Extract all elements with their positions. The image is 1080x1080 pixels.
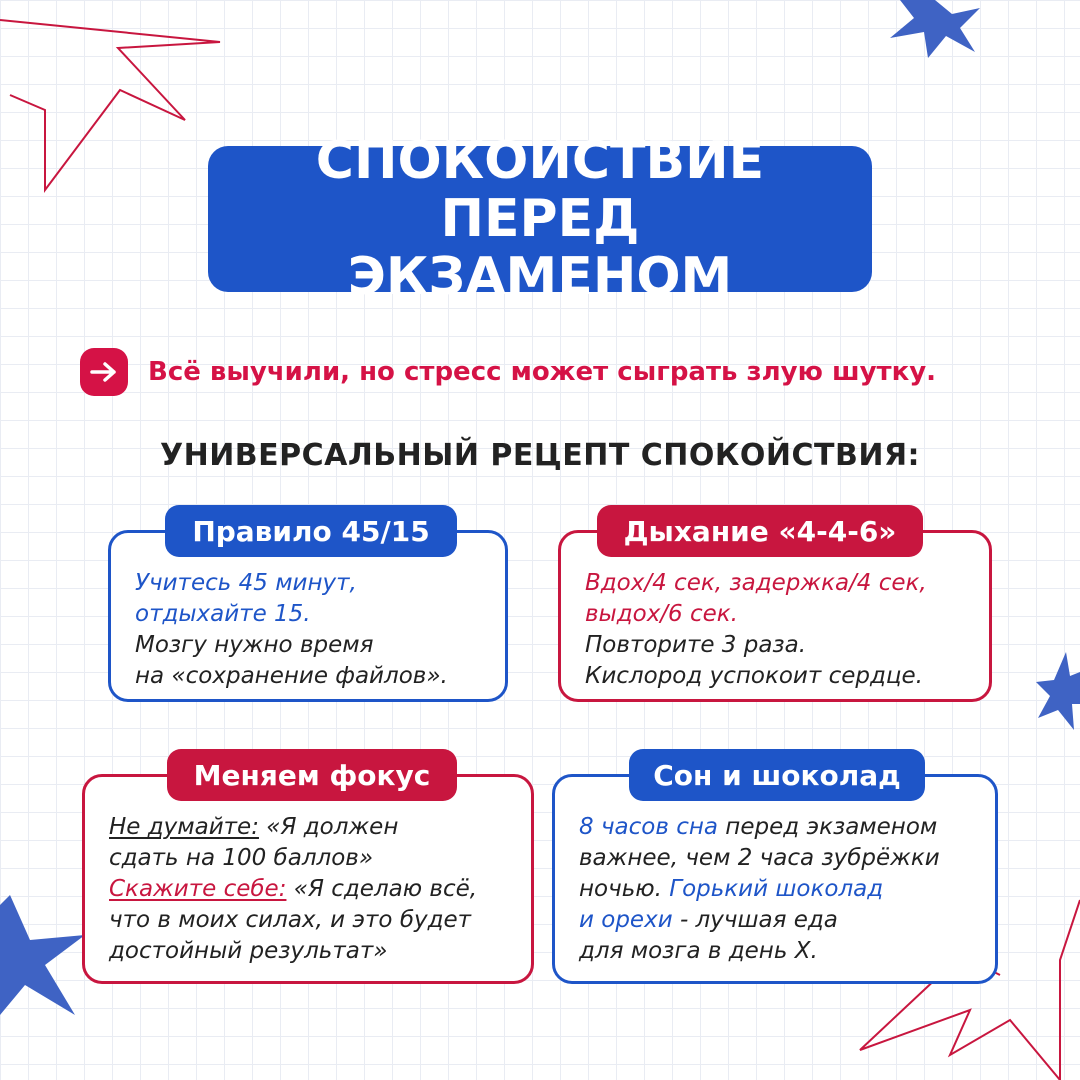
card-line: достойный результат» <box>109 938 388 964</box>
page-title: СПОКОЙСТВИЕ ПЕРЕД ЭКЗАМЕНОМ <box>315 131 765 307</box>
card-label: Дыхание «4-4-6» <box>597 505 923 557</box>
card-rule-45-15 <box>108 514 508 702</box>
blue-star-bottom-left <box>0 895 90 1025</box>
card-label: Меняем фокус <box>167 749 457 801</box>
card-line <box>109 812 517 843</box>
card-line: что в моих силах, и это будет <box>109 907 472 933</box>
card-line: Повторите 3 раза. <box>585 632 807 658</box>
subtitle-text: Всё выучили, но стресс может сыграть злую шутку. <box>148 357 937 387</box>
card-line <box>579 905 981 936</box>
card-text: «Я сделаю всё, <box>286 876 478 902</box>
card-body <box>135 568 491 692</box>
card-body <box>579 812 981 967</box>
card-text: «Я должен <box>258 814 399 840</box>
card-line: для мозга в день Х. <box>579 938 818 964</box>
arrow-right-icon <box>80 348 128 396</box>
card-change-focus <box>82 758 534 984</box>
card-line: важнее, чем 2 часа зубрёжки <box>579 845 940 871</box>
blue-star-top-right <box>880 0 990 60</box>
card-label: Сон и шоколад <box>629 749 925 801</box>
card-line: Учитесь 45 минут, <box>135 570 357 596</box>
card-breathing <box>558 514 992 702</box>
card-line <box>579 812 981 843</box>
title-banner <box>208 131 872 307</box>
highlight-text: 8 часов сна <box>579 814 718 840</box>
red-outline-star-top-left <box>0 0 240 200</box>
highlight-text: и орехи <box>579 907 673 933</box>
card-line: Кислород успокоит сердце. <box>585 663 923 689</box>
card-text: перед экзаменом <box>718 814 938 840</box>
card-line: Вдох/4 сек, задержка/4 сек, <box>585 570 927 596</box>
card-line <box>579 874 981 905</box>
card-line <box>109 874 517 905</box>
card-text: - лучшая еда <box>672 907 838 933</box>
card-body <box>585 568 975 692</box>
tell-yourself-label: Скажите себе: <box>109 876 287 902</box>
highlight-text: Горький шоколад <box>669 876 884 902</box>
card-text: ночью. <box>579 876 670 902</box>
blue-star-right <box>1036 652 1080 732</box>
card-sleep-chocolate <box>552 758 998 984</box>
card-line: сдать на 100 баллов» <box>109 845 374 871</box>
dont-think-label: Не думайте: <box>109 814 259 840</box>
card-line: Мозгу нужно время <box>135 632 374 658</box>
section-heading: УНИВЕРСАЛЬНЫЙ РЕЦЕПТ СПОКОЙСТВИЯ: <box>159 438 921 473</box>
card-body <box>109 812 517 967</box>
card-line: выдох/6 сек. <box>585 601 738 627</box>
subtitle-row <box>80 348 936 396</box>
card-line: отдыхайте 15. <box>135 601 311 627</box>
card-label: Правило 45/15 <box>165 505 457 557</box>
card-line: на «сохранение файлов». <box>135 663 448 689</box>
